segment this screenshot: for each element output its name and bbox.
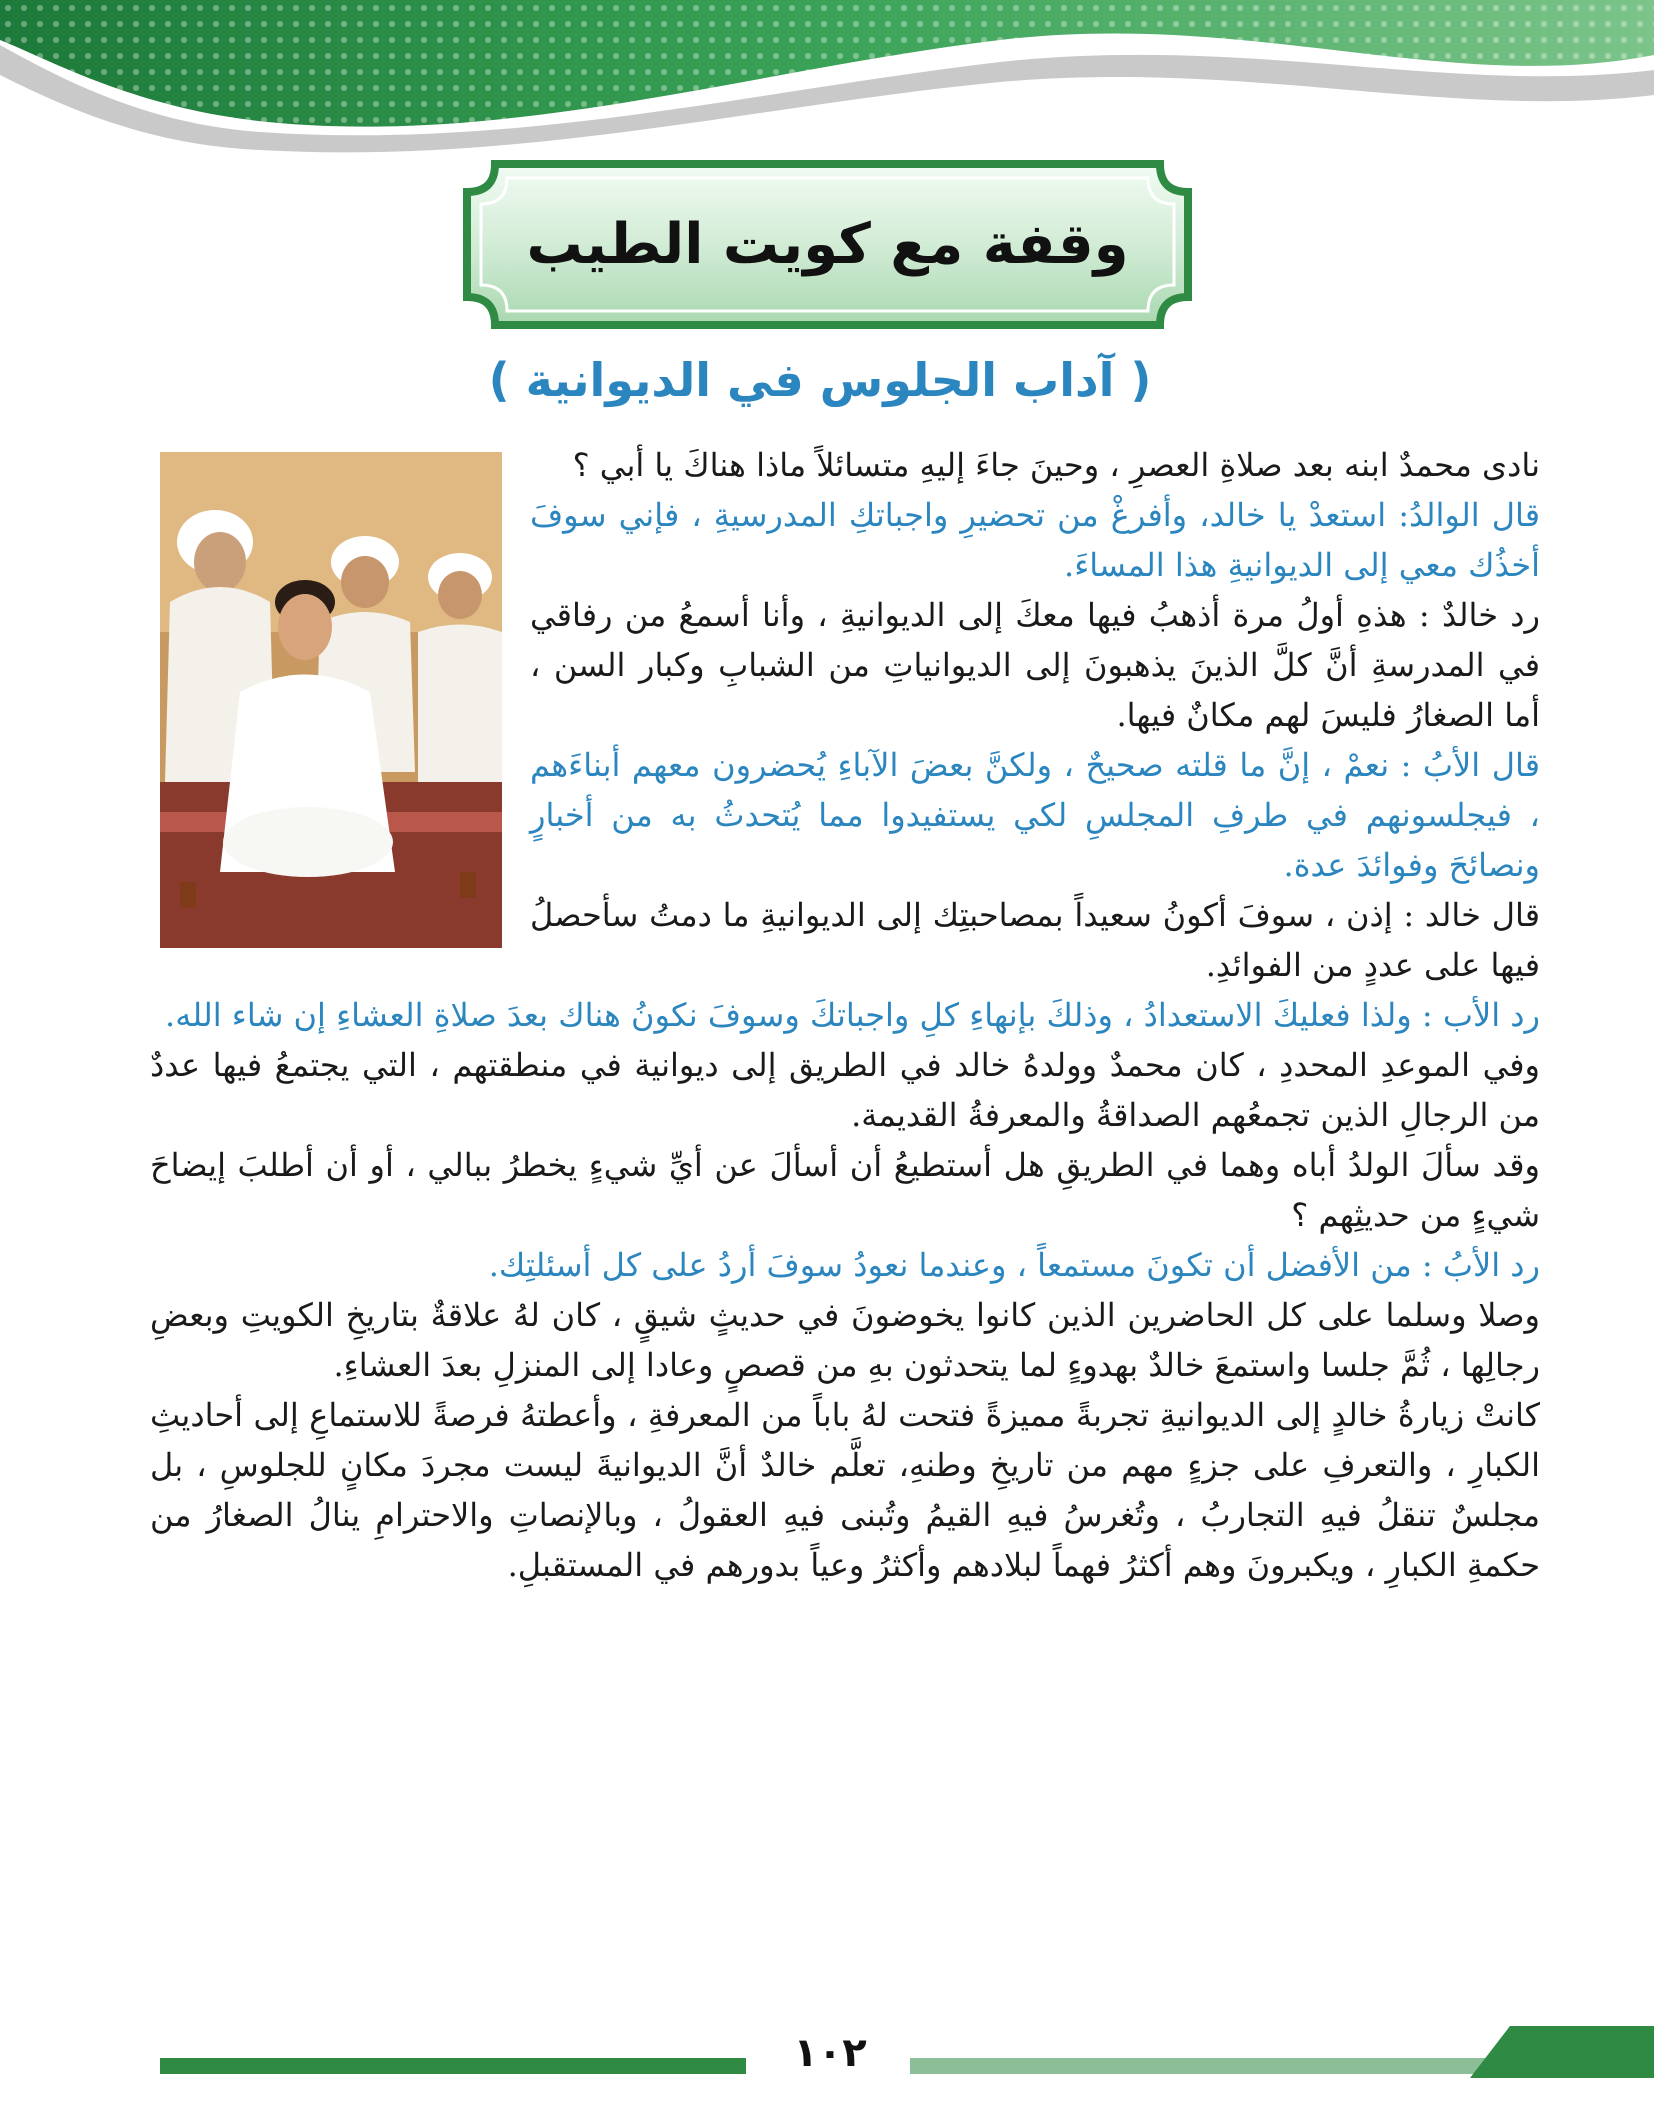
footer-corner-tab: [1470, 2026, 1654, 2078]
lesson-subtitle: ( آداب الجلوس في الديوانية ): [488, 353, 1152, 407]
title-plaque: [455, 152, 1200, 337]
story-paragraph: رد الأبُ : من الأفضل أن تكونَ مستمعاً ، وعندما نعودُ سوفَ أردُ على كل أسئلتِك.: [488, 1246, 1540, 1284]
story-paragraph: كانتْ زيارةُ خالدٍ إلى الديوانيةِ تجربةً مميزةً فتحت لهُ باباً من المعرفةِ ، وأعطتهُ فرصةً للاستماعِ إلى أحاديثِ الكبارِ ، والتعرفِ على جزءٍ مهم من تاريخِ وطنهِ، تعلَّم خالدٌ أنَّ الديوانيةَ ليست مجردَ مكانٍ للجلوسِ ، بل مجلسٌ تنقلُ فيهِ التجاربُ ، وتُغرسُ فيهِ القيمُ وتُبنى فيهِ العقولُ ، وبالإنصاتِ والاحترامِ ينالُ الصغارُ من حكمةِ الكبارِ ، ويكبرونَ وهم أكثرُ فهماً لبلادهم وأكثرُ وعياً بدورهم في المستقبلِ.: [150, 1396, 1541, 1584]
story-paragraph: وفي الموعدِ المحددِ ، كان محمدٌ وولدهُ خالد في الطريق إلى ديوانية في منطقتهم ، التي يجتمعُ فيها عددٌ من الرجالِ الذين تجمعُهم الصداقةُ والمعرفةُ القديمة.: [150, 1046, 1540, 1134]
header-wave-decoration: [0, 0, 1654, 160]
story-paragraph: رد الأب : ولذا فعليكَ الاستعدادُ ، وذلكَ بإنهاءِ كلِ واجباتكَ وسوفَ نكونُ هناك بعدَ صلاةِ العشاءِ إن شاء الله.: [165, 996, 1540, 1034]
footer-rule-right: [910, 2058, 1550, 2074]
story-paragraph: وقد سألَ الولدُ أباه وهما في الطريقِ هل أستطيعُ أن أسألَ عن أيِّ شيءٍ يخطرُ ببالي ، أو أن أطلبَ إيضاحَ شيءٍ من حديثِهم ؟: [150, 1146, 1541, 1234]
story-paragraph: قال الأبُ : نعمْ ، إنَّ ما قلته صحيحٌ ، ولكنَّ بعضَ الآباءِ يُحضرون معهم أبناءَهم ، فيجلسونهم في طرفِ المجلسِ لكي يستفيدوا مما يُتحدثُ به من أخبارٍ ونصائحَ وفوائدَ عدة.: [530, 746, 1541, 884]
story-body: [150, 440, 1540, 1590]
story-paragraph: قال خالد : إذن ، سوفَ أكونُ سعيداً بمصاحبتِك إلى الديوانيةِ ما دمتُ سأحصلُ فيها على عددٍ من الفوائدِ.: [530, 896, 1541, 984]
story-paragraph: نادى محمدٌ ابنه بعد صلاةِ العصرِ ، وحينَ جاءَ إليهِ متسائلاً ماذا هناكَ يا أبي ؟: [572, 446, 1540, 484]
photo-spacer: [150, 440, 530, 960]
story-paragraph: رد خالدٌ : هذهِ أولُ مرة أذهبُ فيها معكَ إلى الديوانيةِ ، وأنا أسمعُ من رفاقي في المدرسةِ أنَّ كلَّ الذينَ يذهبونَ إلى الديوانياتِ من الشبابِ وكبار السن ، أما الصغارُ فليسَ لهم مكانٌ فيها.: [530, 596, 1540, 734]
footer-rule-left: [160, 2058, 746, 2074]
page-title: وقفة مع كويت الطيب: [526, 212, 1129, 277]
story-paragraph: وصلا وسلما على كل الحاضرين الذين كانوا يخوضونَ في حديثٍ شيقٍ ، كان لهُ علاقةٌ بتاريخِ الكويتِ وبعضِ رجالِها ، ثُمَّ جلسا واستمعَ خالدٌ بهدوءٍ لما يتحدثون بهِ من قصصٍ وعادا إلى المنزلِ بعدَ العشاءِ.: [150, 1296, 1540, 1384]
story-paragraph: قال الوالدُ: استعدْ يا خالد، وأفرغْ من تحضيرِ واجباتكِ المدرسيةِ ، فإني سوفَ أخذُك معي إلى الديوانيةِ هذا المساءَ.: [530, 496, 1540, 584]
page-number: ١٠٢: [793, 2030, 867, 2076]
